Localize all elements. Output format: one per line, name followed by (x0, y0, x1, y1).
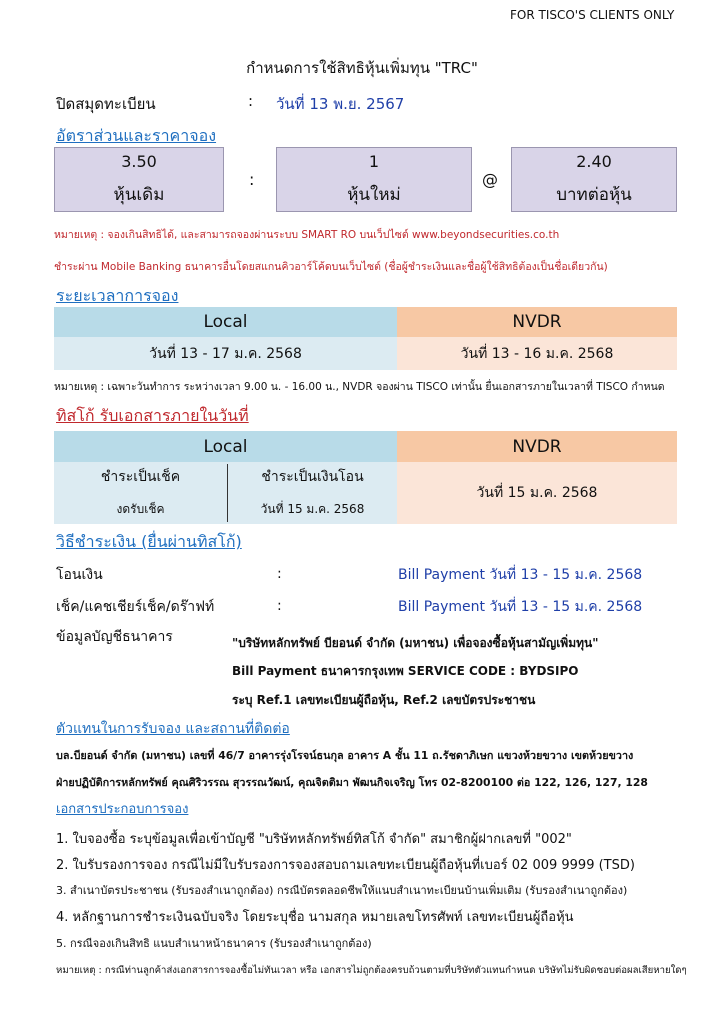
new-shares-label: หุ้นใหม่ (347, 184, 401, 205)
document-item: 5. กรณีจองเกินสิทธิ แนบสำเนาหน้าธนาคาร (รับรองสำเนาถูกต้อง) (56, 937, 372, 950)
agent-address: บล.บียอนด์ จำกัด (มหาชน) เลขที่ 46/7 อาคารรุ่งโรจน์ธนกุล อาคาร A ชั้น 11 ถ.รัชดาภิเษก แขวงห้วยขวาง เขตห้วยขวาง (56, 749, 634, 762)
ratio-heading: อัตราส่วนและราคาจอง (56, 126, 217, 145)
transfer-label: ชำระเป็นเงินโอน (261, 469, 364, 485)
bank-info-label: ข้อมูลบัญชีธนาคาร (56, 629, 173, 645)
bank-account-name: "บริษัทหลักทรัพย์ บียอนด์ จำกัด (มหาชน) เพื่อจองซื้อหุ้นสามัญเพิ่มทุน" (232, 636, 599, 650)
bank-service-code: Bill Payment ธนาคารกรุงเทพ SERVICE CODE : BYDSIPO (232, 664, 579, 678)
price-value: 2.40 (576, 151, 612, 171)
new-shares-box (276, 147, 472, 212)
cheque-value: งดรับเช็ค (116, 501, 165, 516)
payment-row-sep: : (277, 566, 282, 582)
payment-row-value: Bill Payment วันที่ 13 - 15 ม.ค. 2568 (398, 599, 643, 615)
period-local-header: Local (54, 307, 397, 337)
at-sign: @ (482, 170, 498, 189)
price-box (511, 147, 677, 212)
transfer-value: วันที่ 15 ม.ค. 2568 (260, 501, 365, 516)
bank-ref-info: ระบุ Ref.1 เลขทะเบียนผู้ถือหุ้น, Ref.2 เลขบัตรประชาชน (232, 693, 536, 707)
docs-heading: ทิสโก้ รับเอกสารภายในวันที่ (56, 406, 249, 425)
document-item: 3. สำเนาบัตรประชาชน (รับรองสำเนาถูกต้อง) กรณีบัตรตลอดชีพให้แนบสำเนาทะเบียนบ้านเพิ่มเติม (รับรองสำเนาถูกต้อง) (56, 884, 628, 897)
footer-disclaimer: หมายเหตุ : กรณีท่านลูกค้าส่งเอกสารการจองซื้อไม่ทันเวลา หรือ เอกสารไม่ถูกต้องครบถ้วนตามที่บริษัทตัวแทนกำหนด บริษัทไม่รับผิดชอบต่อผลเสียหายใดๆ (56, 965, 687, 976)
old-shares-label: หุ้นเดิม (113, 184, 165, 205)
cheque-label: ชำระเป็นเช็ค (100, 469, 181, 485)
note-hours: หมายเหตุ : เฉพาะวันทำการ ระหว่างเวลา 9.00 น. - 16.00 น., NVDR จองผ่าน TISCO เท่านั้น ยื่นเอกสารภายในเวลาที่ TISCO กำหนด (54, 381, 665, 393)
docs-local-header: Local (54, 431, 397, 462)
payment-row-label: โอนเงิน (56, 567, 103, 583)
period-heading: ระยะเวลาการจอง (56, 286, 179, 305)
document-item: 4. หลักฐานการชำระเงินฉบับจริง โดยระบุชื่อ นามสกุล หมายเลขโทรศัพท์ เลขทะเบียนผู้ถือหุ้น (56, 910, 574, 925)
old-shares-box (54, 147, 224, 212)
page-title: กำหนดการใช้สิทธิหุ้นเพิ่มทุน "TRC" (246, 59, 478, 77)
ratio-colon: : (249, 170, 255, 189)
docs-nvdr-header: NVDR (397, 431, 677, 462)
new-shares-value: 1 (368, 151, 380, 171)
payment-row-value: Bill Payment วันที่ 13 - 15 ม.ค. 2568 (398, 567, 643, 583)
note-mobile-banking: ชำระผ่าน Mobile Banking ธนาคารอื่นโดยสแกนคิวอาร์โค้ดบนเว็บไซต์ (ชื่อผู้ชำระเงินและชื่อผู้ใช้สิทธิต้องเป็นชื่อเดียวกัน) (54, 261, 608, 273)
book-close-label: ปิดสมุดทะเบียน (56, 95, 156, 113)
period-nvdr-date: วันที่ 13 - 16 ม.ค. 2568 (397, 337, 677, 370)
docs-nvdr-date: วันที่ 15 ม.ค. 2568 (397, 462, 677, 524)
client-note: FOR TISCO'S CLIENTS ONLY (510, 8, 675, 22)
book-close-sep: : (248, 92, 254, 110)
price-label: บาทต่อหุ้น (556, 184, 632, 205)
document-item: 2. ใบรับรองการจอง กรณีไม่มีใบรับรองการจองสอบถามเลขทะเบียนผู้ถือหุ้นที่เบอร์ 02 009 9999 (TSD) (56, 858, 635, 873)
payment-heading: วิธีชำระเงิน (ยื่นผ่านทิสโก้) (56, 532, 242, 551)
period-nvdr-header: NVDR (397, 307, 677, 337)
period-local-date: วันที่ 13 - 17 ม.ค. 2568 (54, 337, 397, 370)
payment-row-label: เช็ค/แคชเชียร์เช็ค/ดร๊าฟท์ (56, 599, 215, 615)
agent-heading: ตัวแทนในการรับจอง และสถานที่ติดต่อ (56, 721, 290, 737)
old-shares-value: 3.50 (121, 151, 157, 171)
agent-contact: ฝ่ายปฏิบัติการหลักทรัพย์ คุณศิริวรรณ สุวรรณวัฒน์, คุณจิตติมา พัฒนกิจเจริญ โทร 02-8200100 ต่อ 122, 126, 127, 128 (56, 776, 648, 789)
book-close-date: วันที่ 13 พ.ย. 2567 (276, 95, 405, 113)
documents-heading: เอกสารประกอบการจอง (56, 802, 189, 817)
payment-row-sep: : (277, 598, 282, 614)
document-item: 1. ใบจองซื้อ ระบุข้อมูลเพื่อเข้าบัญชี "บริษัทหลักทรัพย์ทิสโก้ จำกัด" สมาชิกผู้ฝากเลขที่ "002" (56, 832, 572, 847)
note-oversubscribe: หมายเหตุ : จองเกินสิทธิได้, และสามารถจองผ่านระบบ SMART RO บนเว็ปไซต์ www.beyondsecurities.co.th (54, 229, 560, 241)
